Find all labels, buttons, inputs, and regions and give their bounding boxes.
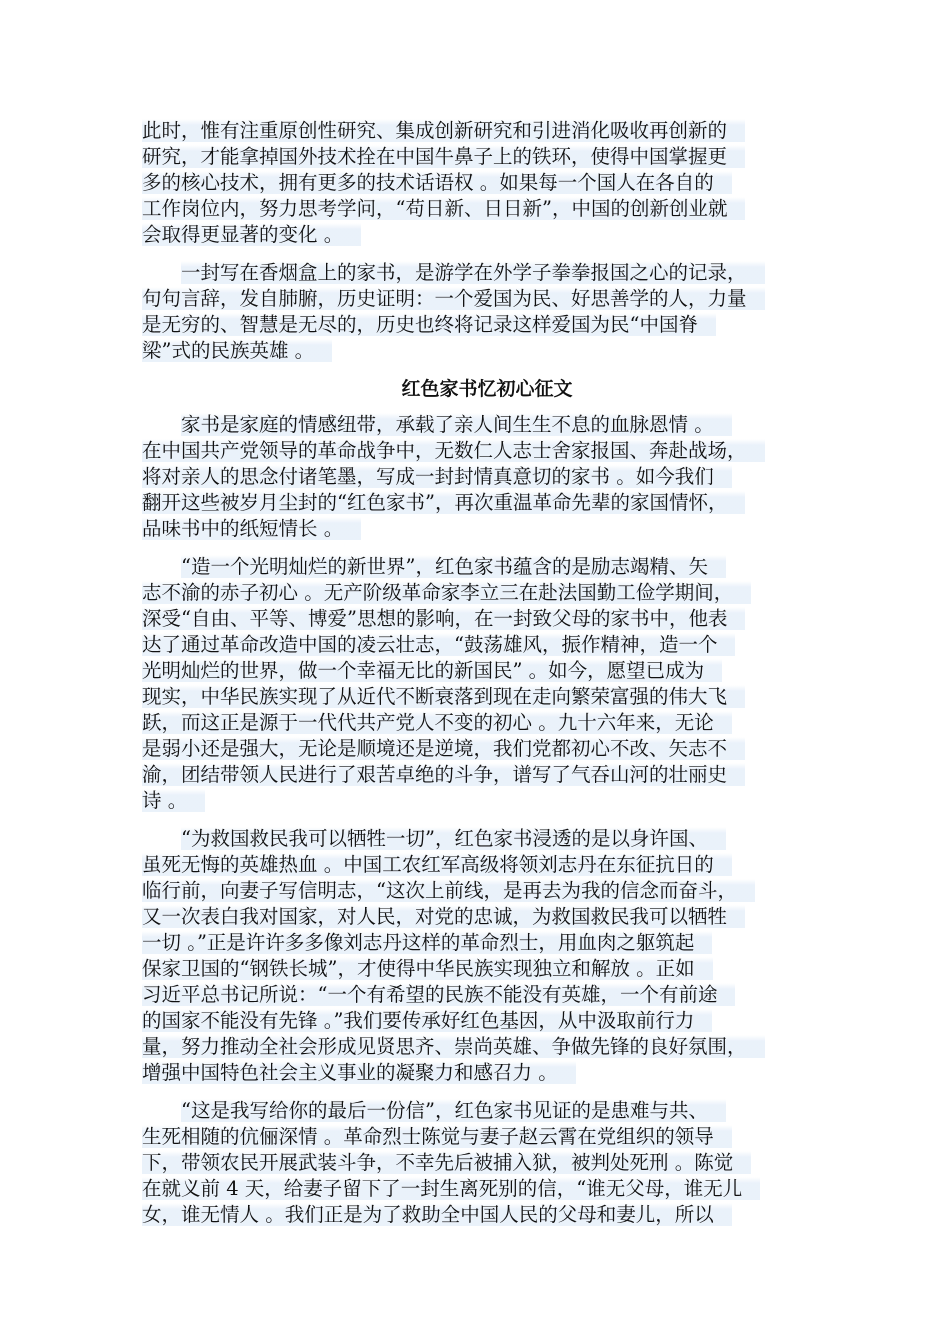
text-line: 一切 。”正是许许多多像刘志丹这样的革命烈士，用血肉之躯筑起 bbox=[142, 930, 832, 956]
text-line: 又一次表白我对国家，对人民，对党的忠诚，为救国救民我可以牺牲 bbox=[142, 904, 832, 930]
document-body bbox=[142, 118, 832, 1240]
text-line: “造一个光明灿烂的新世界”，红色家书蕴含的是励志竭精、矢 bbox=[142, 554, 832, 580]
paragraph-new-world bbox=[142, 554, 832, 814]
document-title: 红色家书忆初心征文 bbox=[401, 378, 573, 400]
text-line: “为救国救民我可以牺牲一切”，红色家书浸透的是以身许国、 bbox=[142, 826, 832, 852]
paragraph-innovation bbox=[142, 118, 832, 248]
text-line: 跃，而这正是源于一代代共产党人不变的初心 。九十六年来，无论 bbox=[142, 710, 832, 736]
text-line: 诗 。 bbox=[142, 788, 832, 814]
text-line: 翻开这些被岁月尘封的“红色家书”，再次重温革命先辈的家国情怀， bbox=[142, 490, 832, 516]
text-line: 梁”式的民族英雄 。 bbox=[142, 338, 832, 364]
text-line: 将对亲人的思念付诸笔墨，写成一封封情真意切的家书 。如今我们 bbox=[142, 464, 832, 490]
text-line: 此时，惟有注重原创性研究、集成创新研究和引进消化吸收再创新的 bbox=[142, 118, 832, 144]
paragraph-intro bbox=[142, 412, 832, 542]
text-line: 达了通过革命改造中国的凌云壮志，“鼓荡雄风，振作精神，造一个 bbox=[142, 632, 832, 658]
text-line: 在就义前 4 天，给妻子留下了一封生离死别的信，“谁无父母，谁无儿 bbox=[142, 1176, 832, 1202]
text-line: 多的核心技术，拥有更多的技术话语权 。如果每一个国人在各自的 bbox=[142, 170, 832, 196]
text-line: 的国家不能没有先锋 。”我们要传承好红色基因，从中汲取前行力 bbox=[142, 1008, 832, 1034]
text-line: 虽死无悔的英雄热血 。中国工农红军高级将领刘志丹在东征抗日的 bbox=[142, 852, 832, 878]
text-line: 一封写在香烟盒上的家书，是游学在外学子拳拳报国之心的记录， bbox=[142, 260, 832, 286]
text-line: 习近平总书记所说：“一个有希望的民族不能没有英雄，一个有前途 bbox=[142, 982, 832, 1008]
text-line: 生死相随的伉俪深情 。革命烈士陈觉与妻子赵云霄在党组织的领导 bbox=[142, 1124, 832, 1150]
text-line: 深受“自由、平等、博爱”思想的影响，在一封致父母的家书中，他表 bbox=[142, 606, 832, 632]
text-line: 志不渝的赤子初心 。无产阶级革命家李立三在赴法国勤工俭学期间， bbox=[142, 580, 832, 606]
paragraph-last-letter bbox=[142, 1098, 832, 1228]
text-line: 下，带领农民开展武装斗争，不幸先后被捕入狱，被判处死刑 。陈觉 bbox=[142, 1150, 832, 1176]
text-line: 在中国共产党领导的革命战争中，无数仁人志士舍家报国、奔赴战场， bbox=[142, 438, 832, 464]
text-line: 女，谁无情人 。我们正是为了救助全中国人民的父母和妻儿，所以 bbox=[142, 1202, 832, 1228]
text-line: 增强中国特色社会主义事业的凝聚力和感召力 。 bbox=[142, 1060, 832, 1086]
text-line: 保家卫国的“钢铁长城”，才使得中华民族实现独立和解放 。正如 bbox=[142, 956, 832, 982]
text-line: 渝，团结带领人民进行了艰苦卓绝的斗争，谱写了气吞山河的壮丽史 bbox=[142, 762, 832, 788]
text-line: 研究，才能拿掉国外技术拴在中国牛鼻子上的铁环，使得中国掌握更 bbox=[142, 144, 832, 170]
text-line: 句句言辞，发自肺腑，历史证明：一个爱国为民、好思善学的人，力量 bbox=[142, 286, 832, 312]
text-line: 光明灿烂的世界，做一个幸福无比的新国民” 。如今，愿望已成为 bbox=[142, 658, 832, 684]
text-line: 会取得更显著的变化 。 bbox=[142, 222, 832, 248]
text-line: 品味书中的纸短情长 。 bbox=[142, 516, 832, 542]
text-line: 是无穷的、智慧是无尽的，历史也终将记录这样爱国为民“中国脊 bbox=[142, 312, 832, 338]
paragraph-cigarette-box-letter bbox=[142, 260, 832, 364]
text-line: 工作岗位内，努力思考学问，“苟日新、日日新”，中国的创新创业就 bbox=[142, 196, 832, 222]
text-line: 家书是家庭的情感纽带，承载了亲人间生生不息的血脉恩情 。 bbox=[142, 412, 832, 438]
text-line: 是弱小还是强大，无论是顺境还是逆境，我们党都初心不改、矢志不 bbox=[142, 736, 832, 762]
paragraph-sacrifice bbox=[142, 826, 832, 1086]
text-line: “这是我写给你的最后一份信”，红色家书见证的是患难与共、 bbox=[142, 1098, 832, 1124]
text-line: 临行前，向妻子写信明志，“这次上前线，是再去为我的信念而奋斗， bbox=[142, 878, 832, 904]
text-line: 量，努力推动全社会形成见贤思齐、崇尚英雄、争做先锋的良好氛围， bbox=[142, 1034, 832, 1060]
text-line: 现实，中华民族实现了从近代不断衰落到现在走向繁荣富强的伟大飞 bbox=[142, 684, 832, 710]
